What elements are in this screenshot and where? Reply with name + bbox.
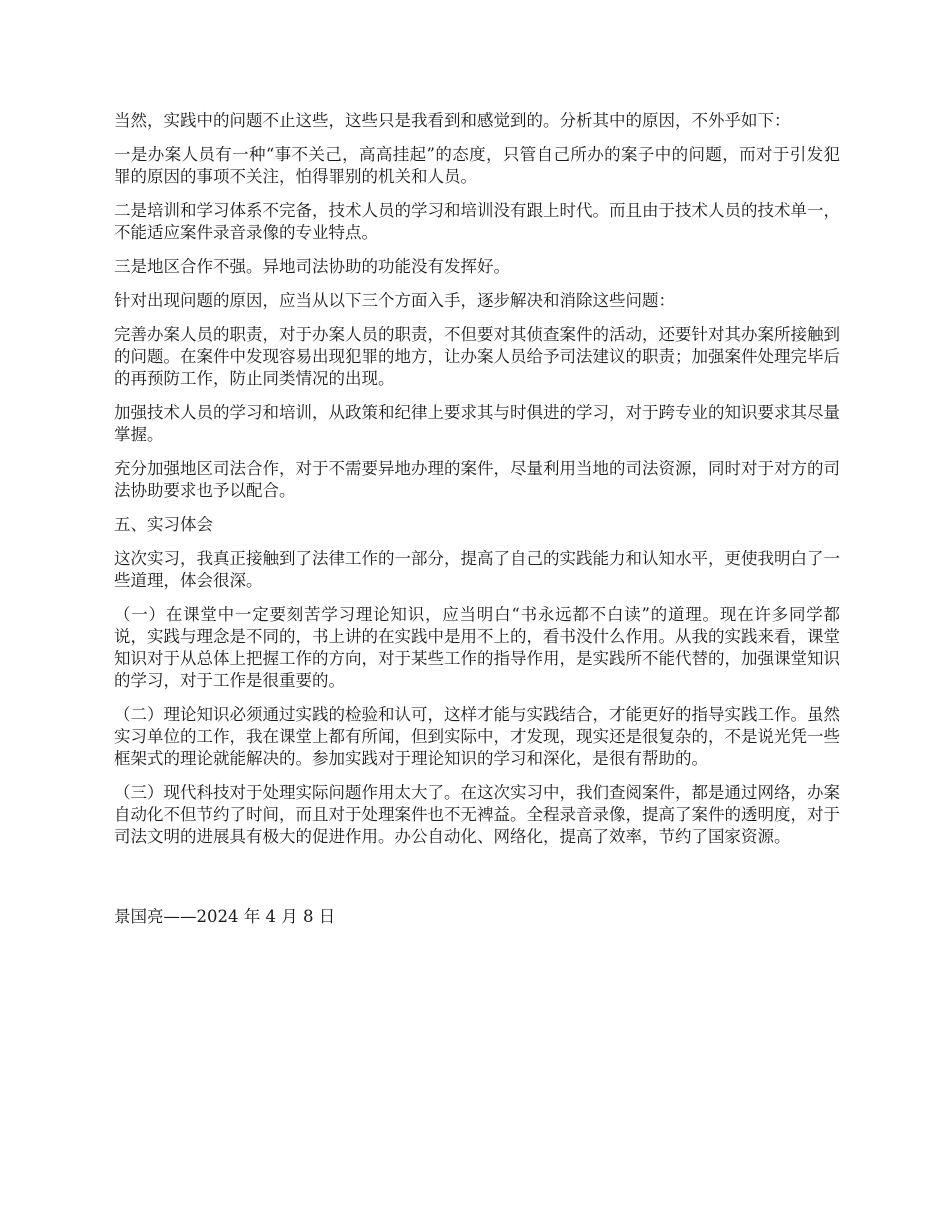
paragraph-reflection-intro: 这次实习，我真正接触到了法律工作的一部分，提高了自己的实践能力和认知水平，更使我明白了一些道理，体会很深。 (114, 549, 840, 590)
paragraph-reflection-1: （一）在课堂中一定要刻苦学习理论知识，应当明白“书永远都不白读”的道理。现在许多同学都说，实践与理念是不同的，书上讲的在实践中是用不上的，看书没什么作用。从我的实践来看，课堂知识对于从总体上把握工作的方向，对于某些工作的指导作用，是实践所不能代替的，加强课堂知识的学习，对于工作是很重要的。 (114, 605, 840, 690)
section-heading: 五、实习体会 (114, 515, 213, 534)
paragraph-causes-intro: 当然，实践中的问题不止这些，这些只是我看到和感觉到的。分析其中的原因，不外乎如下： (114, 111, 791, 130)
paragraph-cause-3: 三是地区合作不强。异地司法协助的功能没有发挥好。 (114, 257, 510, 276)
paragraph-solution-3: 充分加强地区司法合作，对于不需要异地办理的案件，尽量利用当地的司法资源，同时对于对方的司法协助要求也予以配合。 (114, 459, 840, 500)
paragraph-solution-1: 完善办案人员的职责，对于办案人员的职责，不但要对其侦查案件的活动，还要针对其办案所接触到的问题。在案件中发现容易出现犯罪的地方，让办案人员给予司法建议的职责；加强案件处理完毕后的再预防工作，防止同类情况的出现。 (114, 325, 840, 388)
paragraph-solutions-intro: 针对出现问题的原因，应当从以下三个方面入手，逐步解决和消除这些问题： (114, 291, 675, 310)
paragraph-cause-1: 一是办案人员有一种“事不关己，高高挂起”的态度，只管自己所办的案子中的问题，而对于引发犯罪的原因的事项不关注，怕得罪别的机关和人员。 (114, 145, 840, 186)
document-page (114, 110, 840, 940)
paragraph-solution-2: 加强技术人员的学习和培训，从政策和纪律上要求其与时俱进的学习，对于跨专业的知识要求其尽量掌握。 (114, 403, 840, 444)
paragraph-cause-2: 二是培训和学习体系不完备，技术人员的学习和培训没有跟上时代。而且由于技术人员的技术单一，不能适应案件录音录像的专业特点。 (114, 201, 840, 242)
paragraph-reflection-3: （三）现代科技对于处理实际问题作用太大了。在这次实习中，我们查阅案件，都是通过网络，办案自动化不但节约了时间，而且对于处理案件也不无裨益。全程录音录像，提高了案件的透明度，对于司法文明的进展具有极大的促进作用。办公自动化、网络化，提高了效率，节约了国家资源。 (114, 783, 840, 846)
paragraph-reflection-2: （二）理论知识必须通过实践的检验和认可，这样才能与实践结合，才能更好的指导实践工作。虽然实习单位的工作，我在课堂上都有所闻，但到实际中，才发现，现实还是很复杂的，不是说光凭一些框架式的理论就能解决的。参加实践对于理论知识的学习和深化，是很有帮助的。 (114, 705, 840, 768)
signature-line: 景国亮——2024 年 4 月 8 日 (114, 907, 336, 926)
